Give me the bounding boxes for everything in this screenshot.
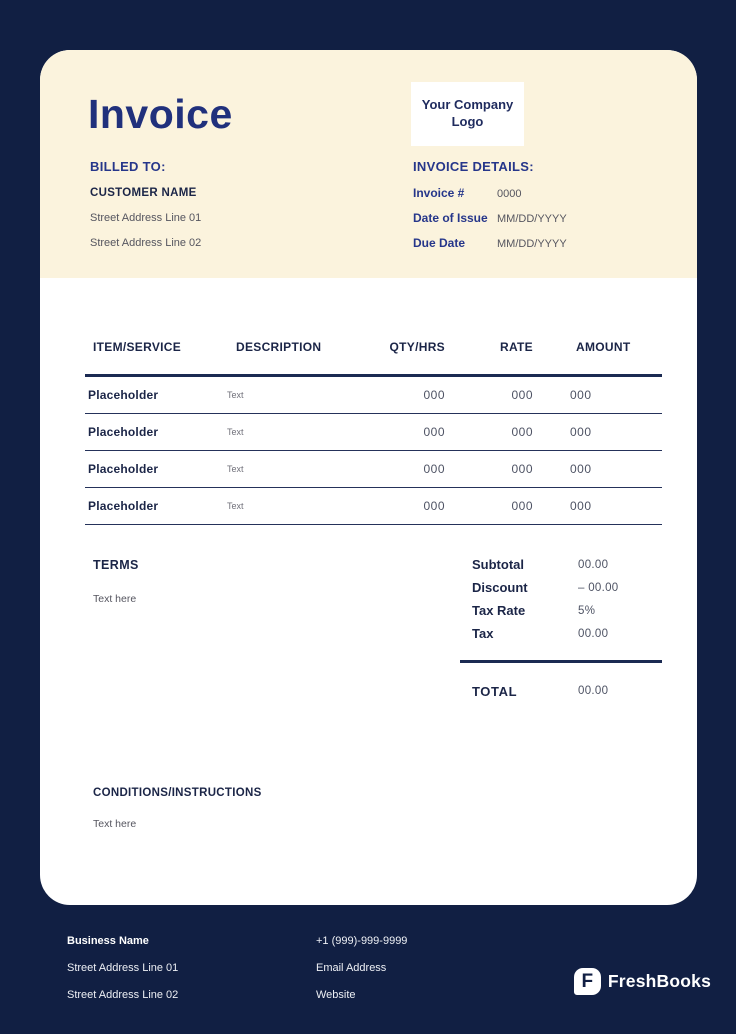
total-value: 00.00 (578, 685, 609, 697)
amount-cell: 000 (570, 462, 592, 476)
item-cell: Placeholder (88, 499, 159, 513)
tax-label: Tax (472, 626, 494, 641)
table-row (85, 488, 662, 525)
rate-cell: 000 (511, 425, 533, 439)
footer-contact-info (316, 936, 407, 1017)
subtotal-value: 00.00 (578, 558, 609, 571)
business-address-line-1: Street Address Line 01 (67, 962, 179, 974)
billed-to-section (90, 159, 201, 249)
qty-cell: 000 (423, 388, 445, 402)
amount-cell: 000 (570, 388, 592, 402)
date-of-issue-row (413, 212, 567, 225)
due-date-row (413, 237, 567, 250)
column-header-description: DESCRIPTION (236, 340, 322, 354)
line-items-table (85, 340, 662, 525)
total-row (460, 681, 662, 701)
due-date-value: MM/DD/YYYY (497, 238, 567, 250)
invoice-details-section (413, 159, 567, 250)
freshbooks-wordmark: FreshBooks (607, 971, 711, 991)
table-row (85, 377, 662, 414)
column-header-item-service: ITEM/SERVICE (93, 340, 182, 354)
column-header-amount: AMOUNT (576, 340, 631, 354)
customer-address-line-1: Street Address Line 01 (90, 212, 202, 224)
item-cell: Placeholder (88, 462, 159, 476)
discount-value: – 00.00 (578, 581, 619, 594)
description-cell: Text (227, 427, 244, 437)
tax-rate-value: 5% (578, 604, 596, 617)
amount-cell: 000 (570, 499, 592, 513)
description-cell: Text (227, 464, 244, 474)
tax-rate-label: Tax Rate (472, 603, 526, 618)
conditions-text: Text here (93, 818, 137, 830)
item-cell: Placeholder (88, 388, 159, 402)
totals-section (460, 553, 662, 701)
conditions-label: CONDITIONS/INSTRUCTIONS (93, 787, 262, 799)
customer-name: CUSTOMER NAME (90, 187, 197, 199)
qty-cell: 000 (423, 499, 445, 513)
table-row (85, 414, 662, 451)
description-cell: Text (227, 501, 244, 511)
invoice-header (40, 50, 697, 278)
tax-value: 00.00 (578, 627, 609, 640)
column-header-qty-hrs: QTY/HRS (389, 340, 445, 354)
due-date-label: Due Date (413, 236, 466, 250)
tax-rate-row (460, 599, 662, 622)
amount-cell: 000 (570, 425, 592, 439)
freshbooks-icon: F (574, 968, 601, 995)
rate-cell: 000 (511, 499, 533, 513)
qty-cell: 000 (423, 462, 445, 476)
item-cell: Placeholder (88, 425, 159, 439)
terms-section (93, 559, 139, 605)
freshbooks-brand (574, 968, 711, 995)
column-header-rate: RATE (500, 340, 533, 354)
discount-row (460, 576, 662, 599)
table-row (85, 451, 662, 488)
table-header-row (85, 340, 662, 354)
discount-label: Discount (472, 580, 528, 595)
terms-label: TERMS (93, 558, 139, 572)
invoice-number-row (413, 187, 567, 200)
invoice-details-label: INVOICE DETAILS: (413, 159, 534, 174)
business-name: Business Name (67, 935, 149, 947)
rate-cell: 000 (511, 388, 533, 402)
rate-cell: 000 (511, 462, 533, 476)
subtotal-row (460, 553, 662, 576)
customer-address-line-2: Street Address Line 02 (90, 237, 202, 249)
billed-to-label: BILLED TO: (90, 159, 166, 174)
total-label: TOTAL (472, 683, 518, 699)
invoice-number-label: Invoice # (413, 186, 465, 200)
date-of-issue-value: MM/DD/YYYY (497, 213, 567, 225)
page-title: Invoice (88, 91, 233, 137)
invoice-number-value: 0000 (497, 188, 522, 200)
subtotal-label: Subtotal (472, 557, 524, 572)
business-website: Website (316, 989, 356, 1001)
date-of-issue-label: Date of Issue (413, 211, 488, 225)
terms-text: Text here (93, 593, 137, 605)
qty-cell: 000 (423, 425, 445, 439)
business-address-line-2: Street Address Line 02 (67, 989, 179, 1001)
table-body (85, 374, 662, 525)
conditions-section (93, 787, 262, 830)
tax-row (460, 622, 662, 645)
page-footer (0, 905, 736, 1034)
business-email: Email Address (316, 962, 387, 974)
company-logo-placeholder: Your Company Logo (411, 82, 524, 146)
business-phone: +1 (999)-999-9999 (316, 935, 408, 947)
totals-divider (460, 660, 662, 663)
invoice-card (40, 50, 697, 905)
description-cell: Text (227, 390, 244, 400)
footer-business-info (67, 936, 178, 1017)
